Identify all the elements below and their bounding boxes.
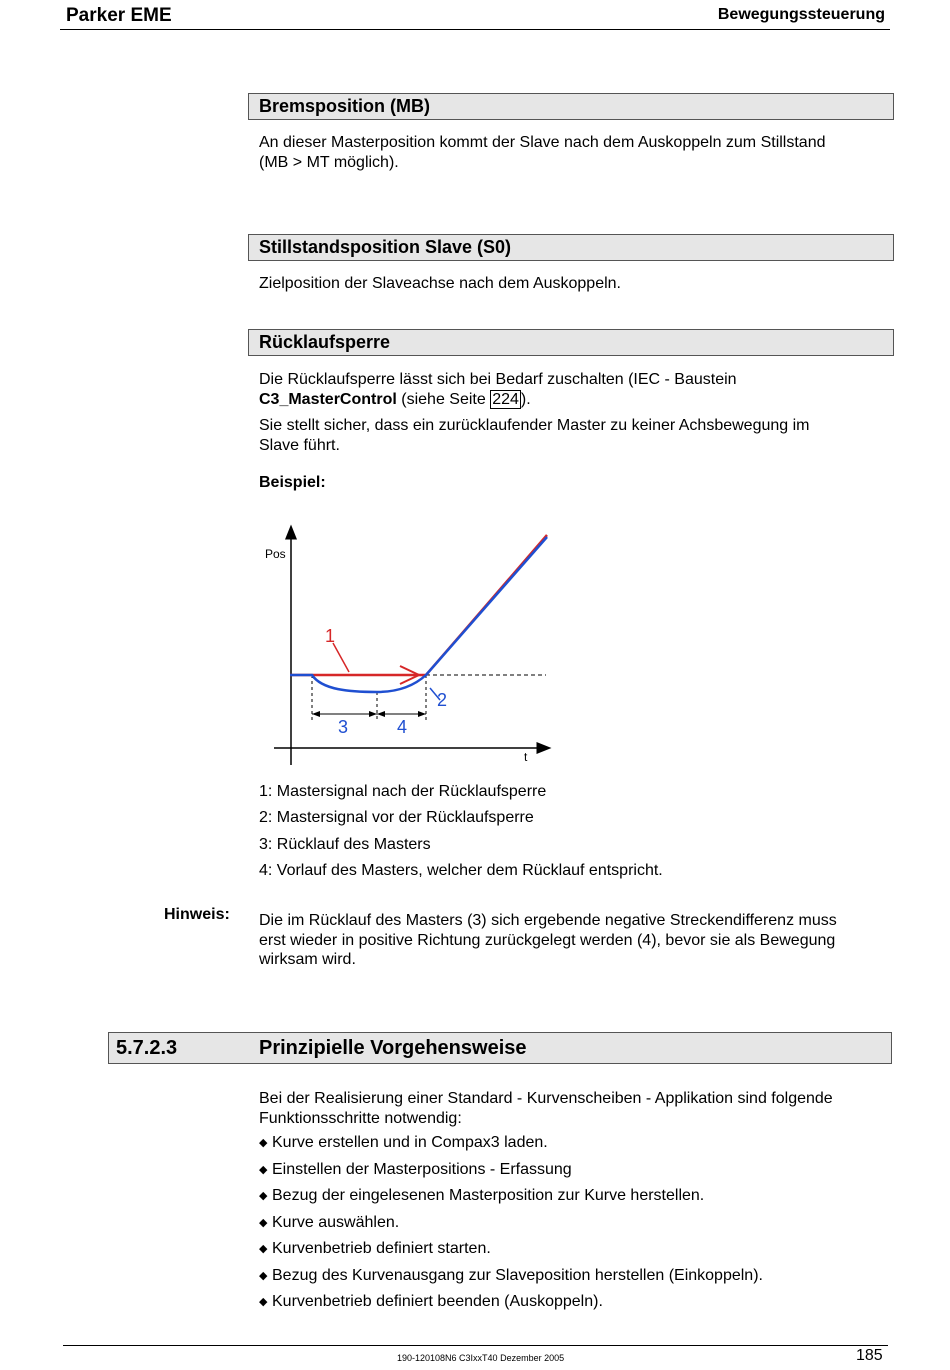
- list-item: ◆ Kurvenbetrieb definiert beenden (Auskoppeln).: [259, 1291, 763, 1318]
- example-label: Beispiel:: [259, 474, 326, 491]
- x-axis-label: t: [524, 750, 528, 764]
- ruecklaufsperre-diagram: [250, 520, 560, 770]
- list-item: ◆ Einstellen der Masterpositions - Erfassung: [259, 1159, 763, 1186]
- diamond-icon: ◆: [259, 1137, 268, 1149]
- diamond-icon: ◆: [259, 1243, 268, 1255]
- footer-document-id: 190-120108N6 C3IxxT40 Dezember 2005: [397, 1353, 565, 1363]
- y-axis-label: Pos: [265, 547, 286, 561]
- paragraph-mb: [259, 133, 889, 172]
- paragraph-line: (MB > MT möglich).: [259, 153, 399, 171]
- list-item: ◆ Bezug des Kurvenausgang zur Slaveposition herstellen (Einkoppeln).: [259, 1265, 763, 1292]
- series-master-after-backstop: [290, 535, 547, 675]
- chapter-intro: [259, 1089, 889, 1128]
- diamond-icon: ◆: [259, 1269, 268, 1282]
- marker-label-3: 3: [338, 717, 349, 737]
- diamond-icon: ◆: [259, 1296, 268, 1308]
- paragraph-line: wirksam wird.: [259, 951, 356, 968]
- paragraph-line: Sie stellt sicher, dass ein zurücklaufender Master zu keiner Achsbewegung im: [259, 417, 810, 434]
- list-item: ◆ Kurvenbetrieb definiert starten.: [259, 1238, 763, 1265]
- text-fragment: (siehe Seite: [396, 390, 491, 408]
- paragraph-ruecklaufsperre: [259, 370, 889, 409]
- paragraph-line: An dieser Masterposition kommt der Slave nach dem Auskoppeln zum Stillstand: [259, 134, 826, 151]
- section-heading-ruecklaufsperre: Rücklaufsperre: [248, 329, 894, 356]
- hint-label: Hinweis:: [164, 906, 230, 923]
- paragraph-line: Bei der Realisierung einer Standard - Kurvenscheiben - Applikation sind folgende: [259, 1090, 833, 1107]
- legend-item: 2: Mastersignal vor der Rücklaufsperre: [259, 809, 534, 827]
- paragraph-line: [259, 390, 889, 410]
- list-item: ◆ Bezug der eingelesenen Masterposition zur Kurve herstellen.: [259, 1185, 763, 1212]
- header-chapter: Bewegungssteuerung: [717, 6, 885, 23]
- header-company: Parker EME: [66, 5, 172, 26]
- paragraph-line: Die im Rücklauf des Masters (3) sich ergebende negative Streckendifferenz muss: [259, 912, 837, 929]
- list-item: ◆ Kurve erstellen und in Compax3 laden.: [259, 1132, 763, 1159]
- paragraph-s0: Zielposition der Slaveachse nach dem Auskoppeln.: [259, 275, 621, 292]
- marker-label-4: 4: [397, 717, 408, 737]
- paragraph-line: erst wieder in positive Richtung zurückgelegt werden (4), bevor sie als Bewegung: [259, 931, 836, 949]
- section-heading-mb: Bremsposition (MB): [248, 93, 894, 120]
- diamond-icon: ◆: [259, 1190, 268, 1202]
- chapter-number: 5.7.2.3: [116, 1037, 178, 1059]
- list-item: ◆ Kurve auswählen.: [259, 1212, 763, 1239]
- marker-label-1: 1: [325, 626, 336, 646]
- section-heading-s0: Stillstandsposition Slave (S0): [248, 234, 894, 261]
- legend-item: 4: Vorlauf des Masters, welcher dem Rücklauf entspricht.: [259, 861, 663, 879]
- diamond-icon: ◆: [259, 1216, 268, 1229]
- function-block-name: C3_MasterControl: [259, 390, 397, 408]
- chapter-title: Prinzipielle Vorgehensweise: [259, 1037, 527, 1059]
- diagram-legend: [259, 779, 889, 884]
- text-fragment: ).: [520, 390, 531, 408]
- footer-rule: [63, 1345, 888, 1346]
- hint-text: [259, 911, 889, 970]
- page-number: 185: [856, 1347, 883, 1364]
- paragraph-line: Die Rücklaufsperre lässt sich bei Bedarf zuschalten (IEC - Baustein: [259, 371, 737, 388]
- header-rule: [60, 29, 890, 30]
- steps-list: [259, 1132, 763, 1318]
- leader-line-1: [333, 643, 349, 672]
- legend-item: 1: Mastersignal nach der Rücklaufsperre: [259, 783, 547, 800]
- paragraph-line: Slave führt.: [259, 436, 340, 454]
- page-reference-link[interactable]: 224: [492, 390, 519, 408]
- paragraph-line: Funktionsschritte notwendig:: [259, 1109, 462, 1127]
- legend-item: 3: Rücklauf des Masters: [259, 835, 431, 853]
- chapter-heading: [108, 1032, 892, 1064]
- marker-label-2: 2: [437, 690, 448, 710]
- paragraph-ruecklaufsperre-2: [259, 416, 889, 455]
- diamond-icon: ◆: [259, 1163, 268, 1176]
- series-master-before-backstop: [290, 537, 547, 692]
